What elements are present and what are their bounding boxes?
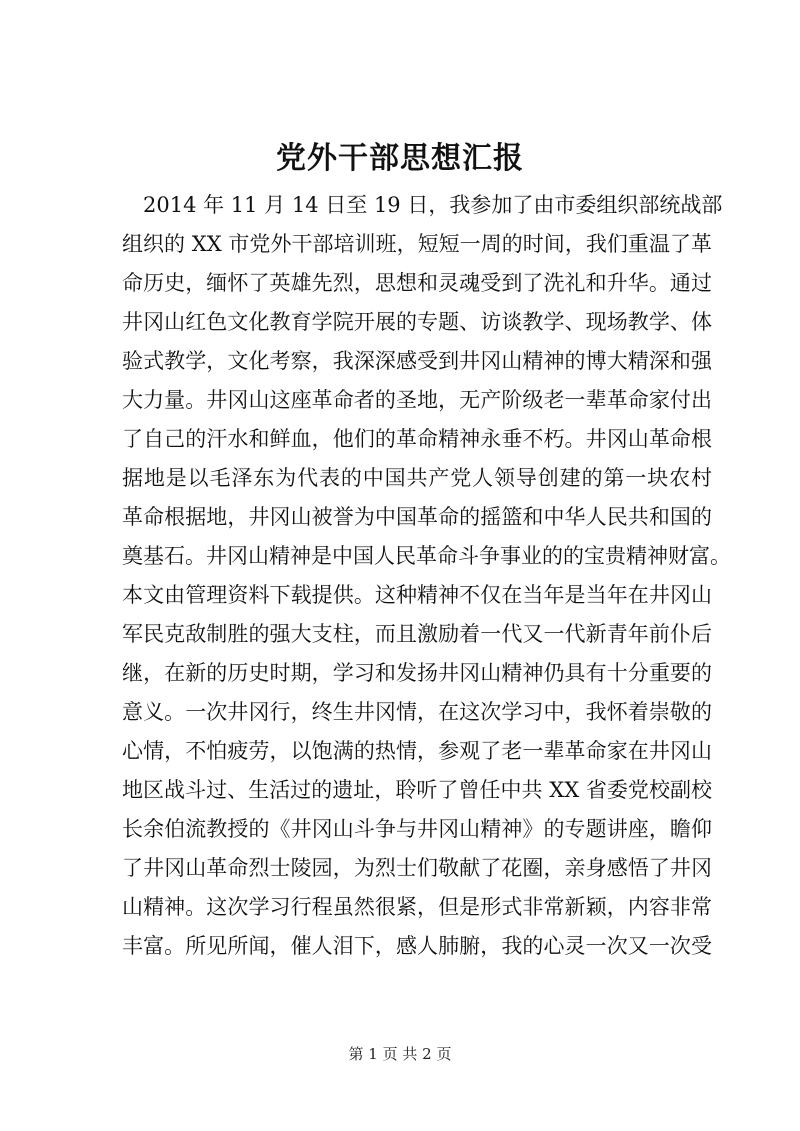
page-footer: 第 1 页 共 2 页: [348, 1045, 452, 1063]
body-line: 丰富。所见所闻，催人泪下，感人肺腑，我的心灵一次又一次受: [122, 934, 712, 958]
body-line: 心情，不怕疲劳，以饱满的热情，参观了老一辈革命家在井冈山: [122, 739, 712, 763]
body-line: 奠基石。井冈山精神是中国人民革命斗争事业的的宝贵精神财富。: [122, 544, 731, 568]
document-body: [122, 186, 731, 966]
body-line: 继，在新的历史时期，学习和发扬井冈山精神仍具有十分重要的: [122, 661, 712, 685]
body-line: 山精神。这次学习行程虽然很紧，但是形式非常新颖，内容非常: [122, 895, 712, 919]
body-line: 组织的 XX 市党外干部培训班，短短一周的时间，我们重温了革: [122, 232, 712, 256]
body-line: 井冈山红色文化教育学院开展的专题、访谈教学、现场教学、体: [122, 310, 712, 334]
body-line: 了井冈山革命烈士陵园，为烈士们敬献了花圈，亲身感悟了井冈: [122, 856, 712, 880]
document-title: 党外干部思想汇报: [276, 141, 524, 176]
body-line: 意义。一次井冈行，终生井冈情，在这次学习中，我怀着崇敬的: [122, 700, 712, 724]
body-line: 2014 年 11 月 14 日至 19 日，我参加了由市委组织部统战部: [143, 193, 723, 217]
body-line: 据地是以毛泽东为代表的中国共产党人领导创建的第一块农村: [122, 466, 712, 490]
body-line: 本文由管理资料下载提供。这种精神不仅在当年是当年在井冈山: [122, 583, 712, 607]
body-line: 军民克敌制胜的强大支柱，而且激励着一代又一代新青年前仆后: [122, 622, 712, 646]
body-line: 验式教学，文化考察，我深深感受到井冈山精神的博大精深和强: [122, 349, 712, 373]
body-line: 大力量。井冈山这座革命者的圣地，无产阶级老一辈革命家付出: [122, 388, 712, 412]
body-line: 了自己的汗水和鲜血，他们的革命精神永垂不朽。井冈山革命根: [122, 427, 712, 451]
body-line: 命历史，缅怀了英雄先烈，思想和灵魂受到了洗礼和升华。通过: [122, 271, 712, 295]
body-line: 地区战斗过、生活过的遗址，聆听了曾任中共 XX 省委党校副校: [122, 778, 712, 802]
body-line: 革命根据地，井冈山被誉为中国革命的摇篮和中华人民共和国的: [122, 505, 712, 529]
body-line: 长余伯流教授的《井冈山斗争与井冈山精神》的专题讲座，瞻仰: [122, 817, 712, 841]
